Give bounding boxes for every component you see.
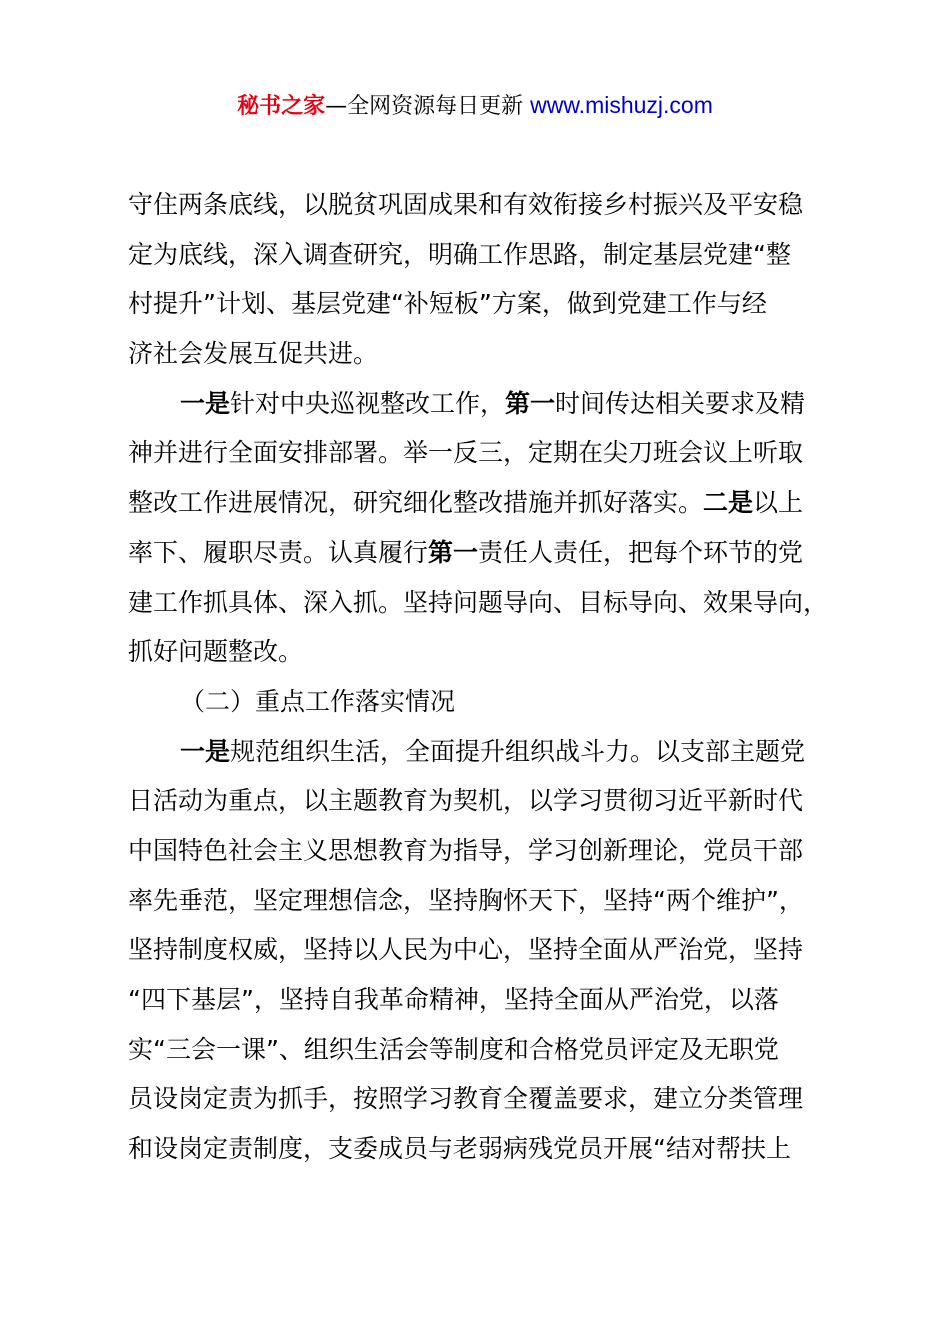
text-line: 员设岗定责为抓手，按照学习教育全覆盖要求，建立分类管理 bbox=[128, 1084, 804, 1114]
emphasis: 二是 bbox=[703, 488, 754, 518]
text-line: “四下基层”，坚持自我革命精神，坚持全面从严治党，以落 bbox=[128, 985, 779, 1014]
text-line: 率先垂范，坚定理想信念，坚持胸怀天下，坚持“两个维护”， bbox=[128, 885, 804, 915]
text-line: 和设岗定责制度，支委成员与老弱病残党员开展“结对帮扶上 bbox=[128, 1134, 791, 1164]
text-line: 济社会发展互促共进。 bbox=[128, 339, 379, 369]
emphasis: 第一 bbox=[505, 388, 556, 418]
text-line: 日活动为重点，以主题教育为契机，以学习贯彻习近平新时代 bbox=[128, 786, 804, 816]
text-run: 规范组织生活，全面提升组织战斗力。以支部主题党 bbox=[230, 736, 806, 766]
text-line: 建工作抓具体、深入抓。坚持问题导向、目标导向、效果导向， bbox=[128, 587, 829, 617]
text-run: 针对中央巡视整改工作， bbox=[230, 388, 506, 418]
text-line bbox=[128, 478, 838, 528]
text-line: 坚持制度权威，坚持以人民为中心，坚持全面从严治党，坚持 bbox=[128, 935, 804, 965]
text-line: 实“三会一课”、组织生活会等制度和合格党员评定及无职党 bbox=[128, 1034, 779, 1064]
text-line bbox=[128, 379, 838, 429]
brand-name: 秘书之家 bbox=[237, 94, 326, 119]
text-run: 时间传达相关要求及精 bbox=[555, 388, 806, 418]
text-run: 责任人责任，把每个环节的党 bbox=[478, 537, 804, 567]
text-line: 守住两条底线，以脱贫巩固成果和有效衔接乡村振兴及平安稳 bbox=[128, 190, 804, 219]
site-url-link[interactable]: www.mishuzj.com bbox=[530, 92, 713, 118]
section-heading: （二）重点工作落实情况 bbox=[180, 686, 456, 716]
text-line: 抓好问题整改。 bbox=[128, 637, 304, 667]
text-line bbox=[128, 727, 838, 777]
text-line: 神并进行全面安排部署。举一反三，定期在尖刀班会议上听取 bbox=[128, 438, 804, 468]
text-line: 村提升”计划、基层党建“补短板”方案，做到党建工作与经 bbox=[128, 289, 767, 319]
text-line: 中国特色社会主义思想教育为指导，学习创新理论，党员干部 bbox=[128, 835, 804, 865]
text-line bbox=[128, 528, 838, 578]
text-line: 定为底线，深入调查研究，明确工作思路，制定基层党建“整 bbox=[128, 239, 791, 269]
text-run: 率下、履职尽责。认真履行 bbox=[128, 537, 429, 567]
text-run: 整改工作进展情况，研究细化整改措施并抓好落实。 bbox=[128, 488, 704, 518]
emphasis: 第一 bbox=[428, 537, 479, 567]
site-header bbox=[0, 88, 950, 124]
emphasis: 一是 bbox=[180, 388, 231, 418]
header-tagline: —全网资源每日更新 bbox=[325, 94, 524, 119]
emphasis: 一是 bbox=[180, 736, 231, 766]
document-body bbox=[128, 180, 838, 1174]
text-run: 以上 bbox=[753, 488, 804, 518]
